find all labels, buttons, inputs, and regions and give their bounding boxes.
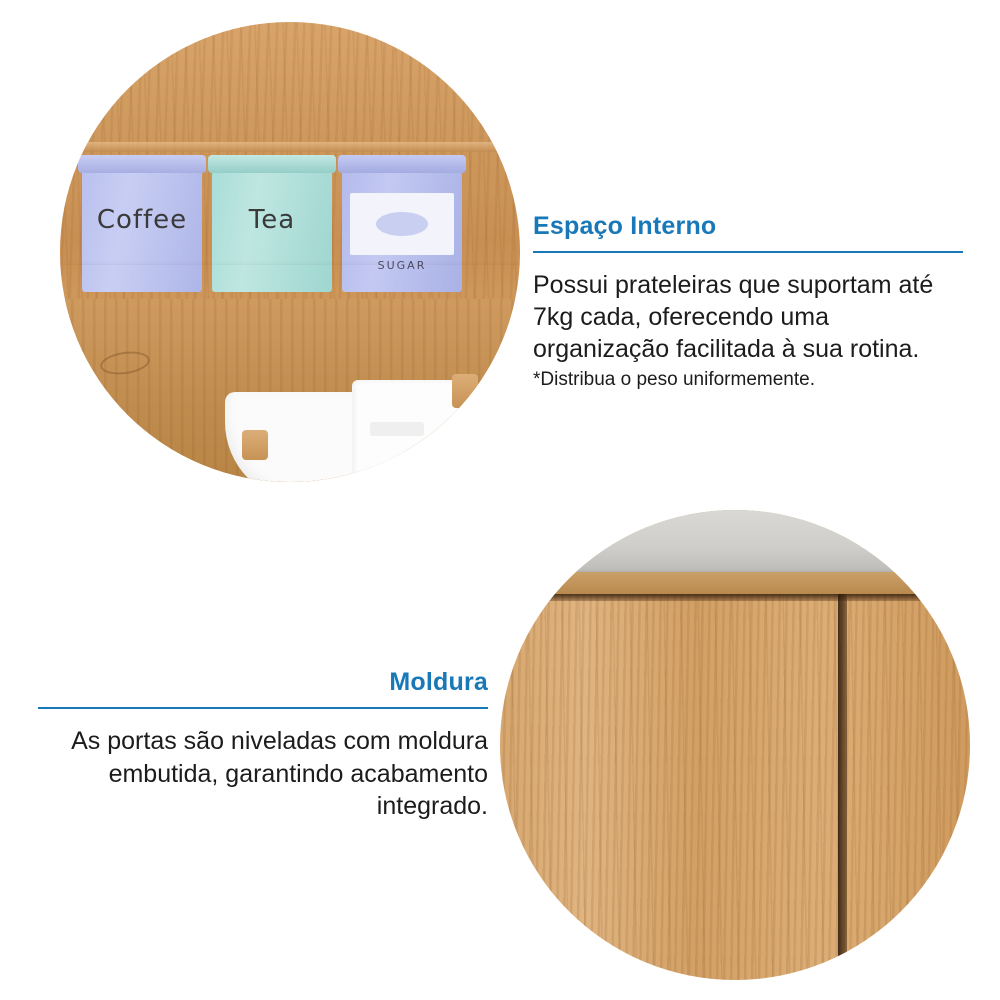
coffee-tin-label: Coffee xyxy=(96,205,188,235)
wood-shelf-background xyxy=(60,22,520,482)
door-horizontal-gap xyxy=(500,594,970,601)
coffee-tin-lid xyxy=(78,155,206,173)
feature-moldura-title: Moldura xyxy=(389,668,488,696)
white-container-handle xyxy=(370,422,424,436)
feature-espaco-interno-body: Possui prateleiras que suportam até 7kg cada, oferecendo uma organização facilitada à sua rotina. xyxy=(533,271,934,363)
feature-espaco-interno-note: *Distribua o peso uniformemente. xyxy=(533,369,815,390)
tea-tin-label: Tea xyxy=(248,205,296,235)
feature-espaco-interno-divider xyxy=(533,251,963,253)
sugar-tin-paper-label xyxy=(350,193,454,255)
sugar-tin-oval-mark xyxy=(376,212,428,236)
sugar-tin-lid xyxy=(338,155,466,173)
shelf-top-edge xyxy=(60,142,520,152)
white-container xyxy=(352,380,460,482)
wood-peg xyxy=(242,430,268,460)
countertop-surface xyxy=(500,510,970,572)
tea-tin-lid xyxy=(208,155,336,173)
sugar-tin-sublabel: SUGAR xyxy=(377,259,427,272)
feature-moldura-body: As portas são niveladas com moldura embutida, garantindo acabamento integrado. xyxy=(71,727,488,820)
countertop-wood-edge xyxy=(500,572,970,594)
cabinet-door-frame-detail-photo xyxy=(500,510,970,980)
feature-espaco-interno-text xyxy=(533,212,963,391)
feature-espaco-interno-title: Espaço Interno xyxy=(533,212,717,240)
door-vertical-gap xyxy=(838,594,847,980)
shelf-front-lip xyxy=(60,265,520,299)
feature-moldura-text xyxy=(38,668,488,823)
feature-moldura-divider xyxy=(38,707,488,709)
kitchen-shelf-with-tins-photo xyxy=(60,22,520,482)
wood-peg xyxy=(452,374,478,408)
cabinet-door-wood-panel xyxy=(500,510,970,980)
